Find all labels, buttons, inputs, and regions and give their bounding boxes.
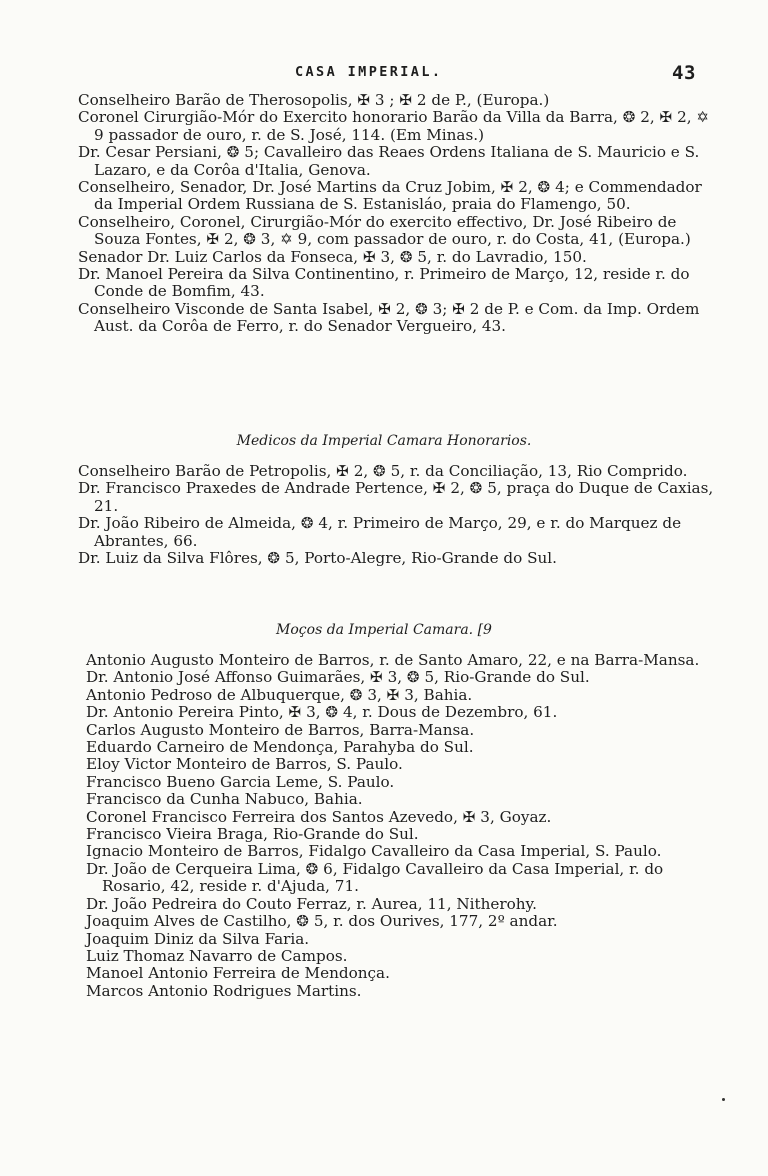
list-entry: Dr. João Pedreira do Couto Ferraz, r. Aurea, 11, Nitherohy. (86, 894, 537, 913)
ink-speck (722, 1098, 725, 1101)
list-entry: Coronel Francisco Ferreira dos Santos Azevedo, ✠ 3, Goyaz. (86, 807, 552, 826)
section-heading-chamber-pages: Moços da Imperial Camara. [9 (276, 622, 492, 638)
list-entry: Dr. Francisco Praxedes de Andrade Pertence, ✠ 2, ❂ 5, praça do Duque de Caxias, 21. (78, 479, 714, 515)
list-entry: Dr. Cesar Persiani, ❂ 5; Cavalleiro das Reaes Ordens Italiana de S. Mauricio e S. Lazaro, e da Corôa d'Italia, Genova. (78, 143, 700, 179)
list-entry: Dr. João de Cerqueira Lima, ❂ 6, Fidalgo Cavalleiro da Casa Imperial, r. do Rosario, 42, reside r. d'Ajuda, 71. (86, 859, 664, 896)
list-entry: Joaquim Diniz da Silva Faria. (86, 929, 310, 948)
page-number: 43 (672, 62, 696, 84)
list-entry: Joaquim Alves de Castilho, ❂ 5, r. dos Ourives, 177, 2º andar. (86, 912, 558, 931)
list-entry: Antonio Augusto Monteiro de Barros, r. de Santo Amaro, 22, e na Barra-Mansa. (86, 651, 700, 669)
list-entry: Manoel Antonio Ferreira de Mendonça. (86, 964, 390, 983)
running-title: CASA IMPERIAL. (295, 64, 443, 80)
list-entry: Conselheiro Barão de Therosopolis, ✠ 3 ; ✠ 2 de P., (Europa.) (78, 91, 550, 109)
list-entry: Marcos Antonio Rodrigues Martins. (86, 981, 362, 1000)
list-entry: Francisco da Cunha Nabuco, Bahia. (86, 790, 363, 809)
physicians-list (78, 92, 718, 336)
list-entry: Francisco Vieira Braga, Rio-Grande do Sul. (86, 825, 419, 844)
list-entry: Dr. Antonio José Affonso Guimarães, ✠ 3, ❂ 5, Rio-Grande do Sul. (86, 668, 590, 687)
list-entry: Dr. Luiz da Silva Flôres, ❂ 5, Porto-Alegre, Rio-Grande do Sul. (78, 549, 557, 568)
list-entry: Eloy Victor Monteiro de Barros, S. Paulo. (86, 755, 403, 774)
list-entry: Dr. Antonio Pereira Pinto, ✠ 3, ❂ 4, r. Dous de Dezembro, 61. (86, 703, 558, 722)
list-entry: Carlos Augusto Monteiro de Barros, Barra-Mansa. (86, 720, 475, 739)
list-entry: Senador Dr. Luiz Carlos da Fonseca, ✠ 3, ❂ 5, r. do Lavradio, 150. (78, 247, 587, 266)
running-head (0, 64, 768, 86)
list-entry: Francisco Bueno Garcia Leme, S. Paulo. (86, 772, 395, 791)
list-entry: Dr. João Ribeiro de Almeida, ❂ 4, r. Primeiro de Março, 29, e r. do Marquez de Abrantes, 66. (78, 514, 682, 550)
list-entry: Eduardo Carneiro de Mendonça, Parahyba do Sul. (86, 738, 474, 757)
list-entry: Conselheiro, Senador, Dr. José Martins da Cruz Jobim, ✠ 2, ❂ 4; e Commendador da Imperial Ordem Russiana de S. Estanisláo, praia do Flamengo, 50. (78, 178, 702, 214)
list-entry: Coronel Cirurgião-Mór do Exercito honorario Barão da Villa da Barra, ❂ 2, ✠ 2, ✡ 9 passador de ouro, r. de S. José, 114. (Em Minas.) (78, 108, 710, 144)
list-entry: Ignacio Monteiro de Barros, Fidalgo Cavalleiro da Casa Imperial, S. Paulo. (86, 842, 662, 861)
list-entry: Conselheiro Barão de Petropolis, ✠ 2, ❂ 5, r. da Conciliação, 13, Rio Comprido. (78, 462, 688, 480)
list-entry: Luiz Thomaz Navarro de Campos. (86, 946, 348, 965)
list-entry: Conselheiro, Coronel, Cirurgião-Mór do exercito effectivo, Dr. José Ribeiro de Souza Fontes, ✠ 2, ❂ 3, ✡ 9, com passador de ouro, r. do Costa, 41, (Europa.) (78, 212, 691, 249)
chamber-pages-list (86, 652, 718, 1000)
list-entry: Antonio Pedroso de Albuquerque, ❂ 3, ✠ 3, Bahia. (86, 685, 473, 704)
honorary-physicians-list (78, 463, 718, 567)
list-entry: Dr. Manoel Pereira da Silva Continentino, r. Primeiro de Março, 12, reside r. do Conde de Bomfim, 43. (78, 265, 690, 301)
list-entry: Conselheiro Visconde de Santa Isabel, ✠ 2, ❂ 3; ✠ 2 de P. e Com. da Imp. Ordem Aust. da Corôa de Ferro, r. do Senador Vergueiro, 43. (78, 299, 700, 336)
section-heading-honorary-physicians: Medicos da Imperial Camara Honorarios. (236, 433, 532, 449)
